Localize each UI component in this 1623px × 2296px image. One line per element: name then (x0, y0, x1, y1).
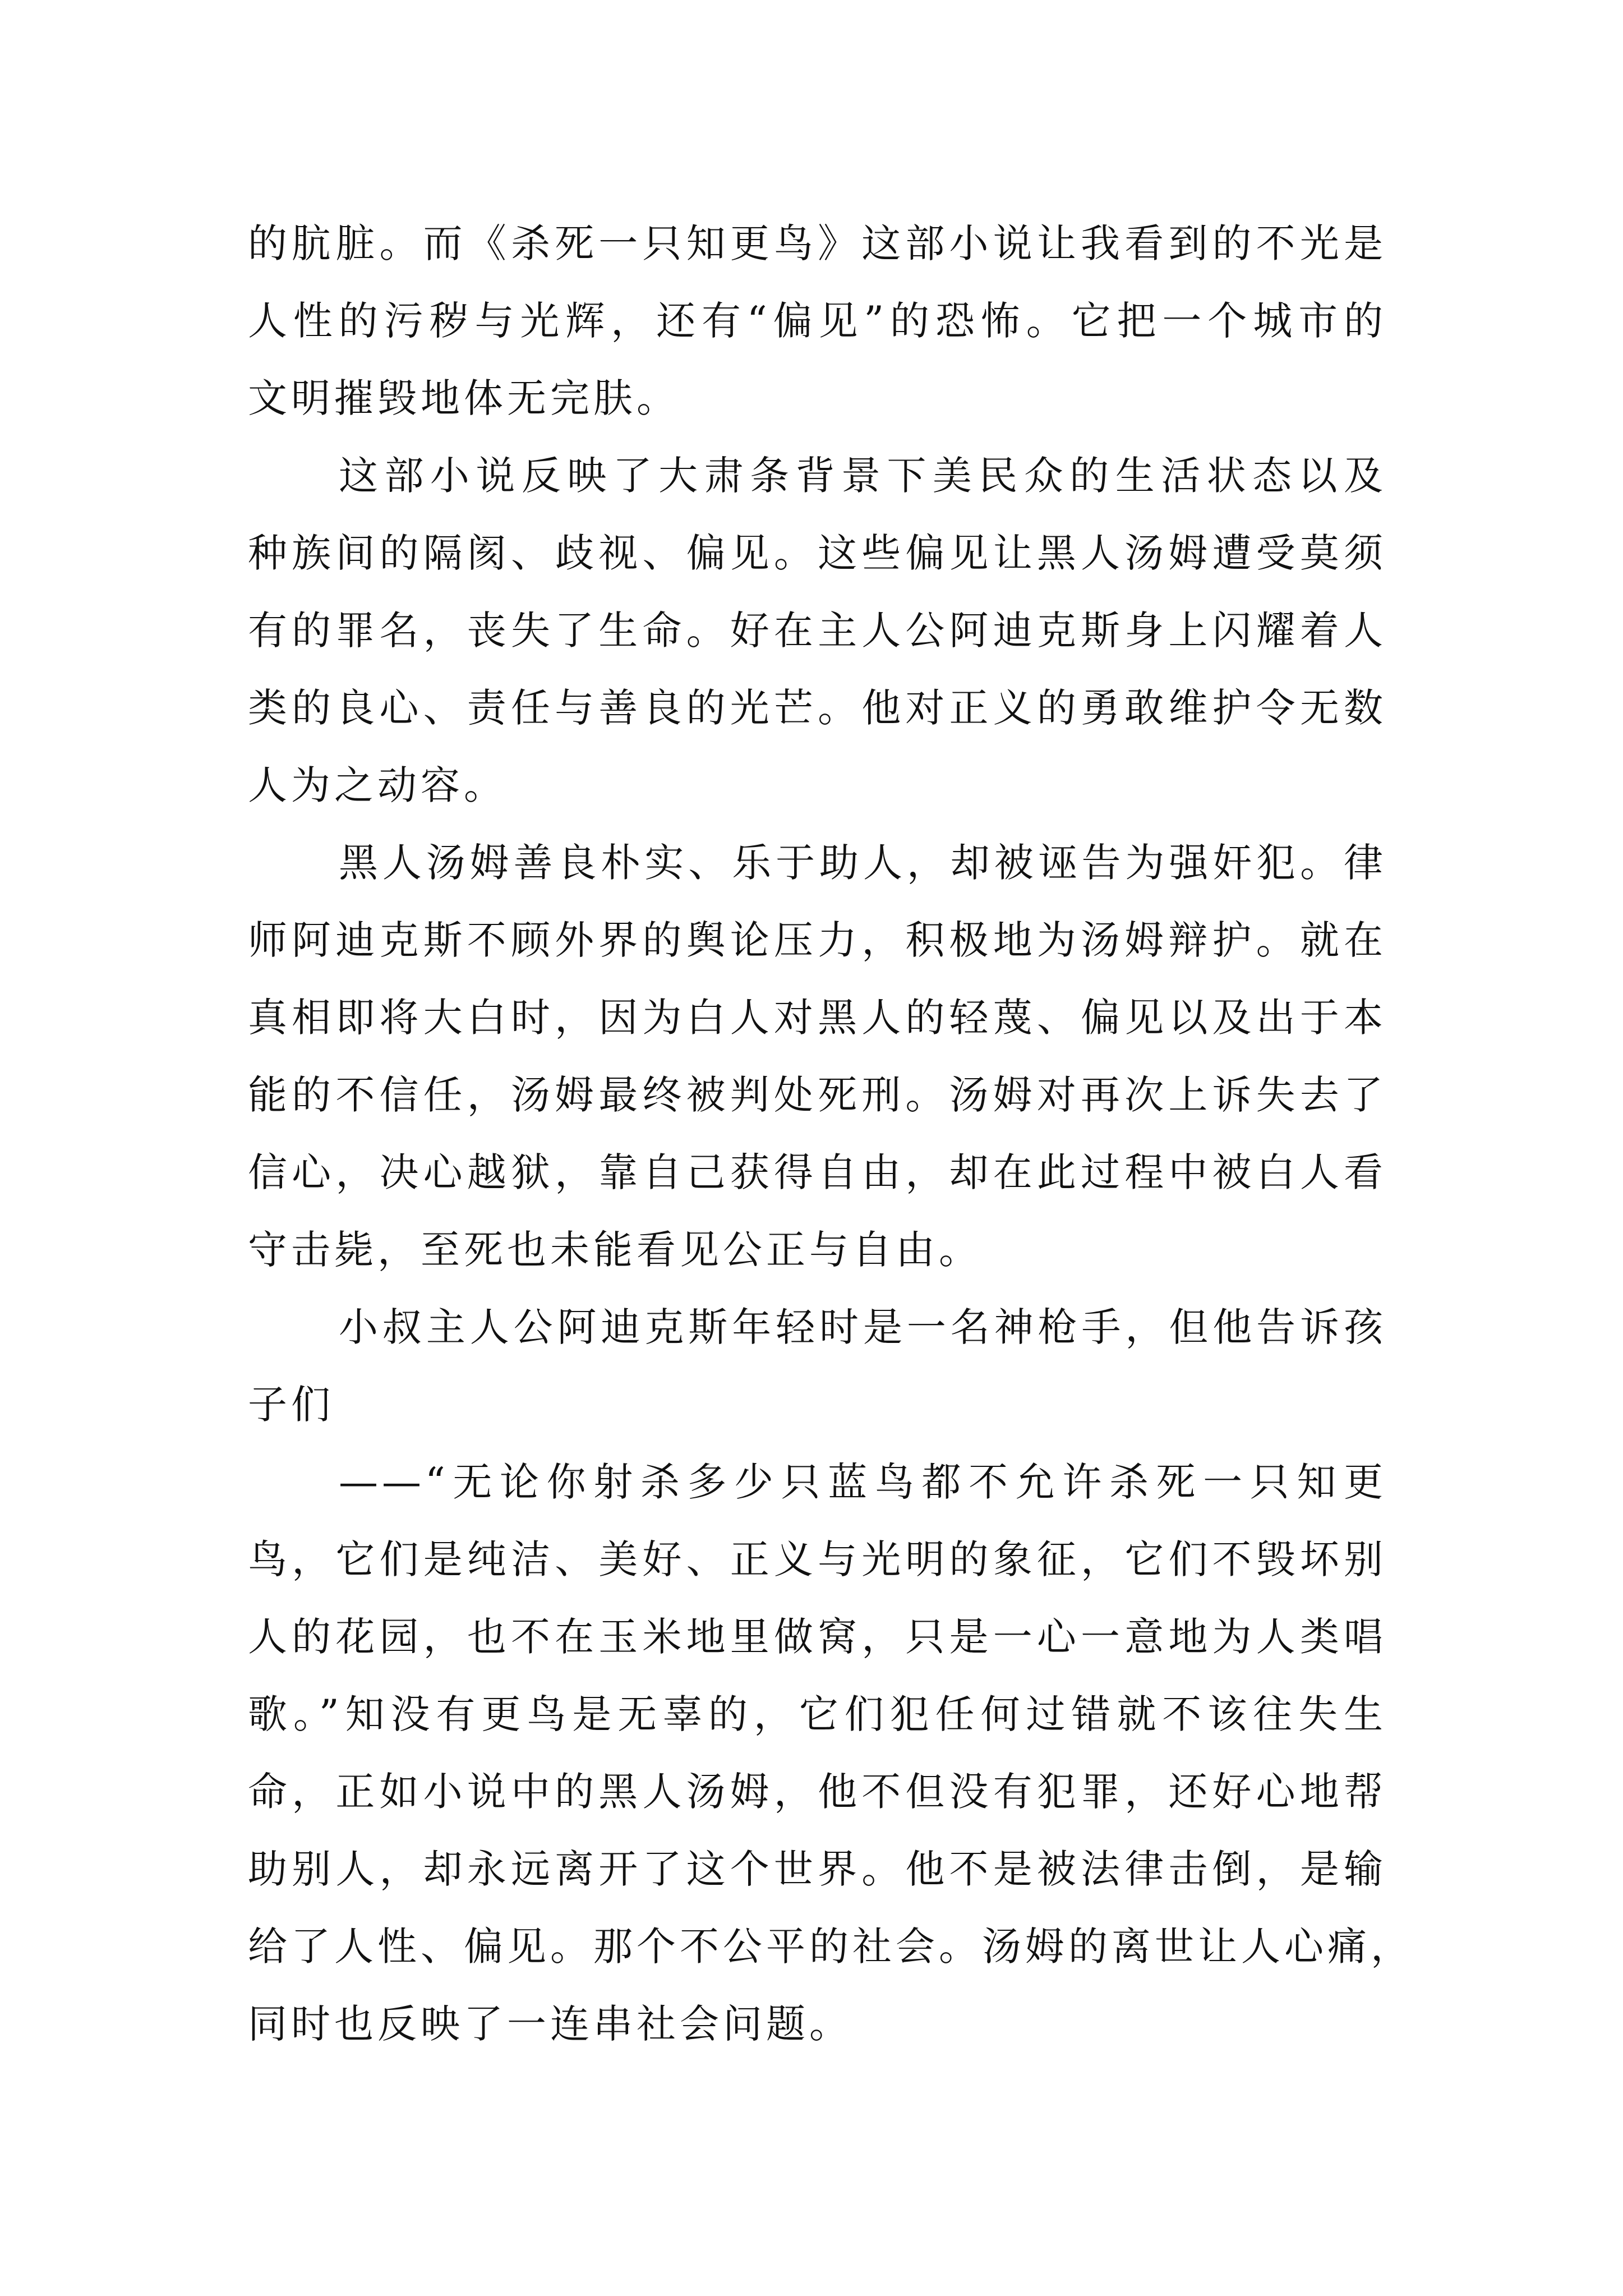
text-line: 黑人汤姆善良朴实、乐于助人，却被诬告为强奸犯。律 (339, 840, 1387, 886)
text-line: 人性的污秽与光辉，还有“偏见”的恐怖。它把一个城市的 (248, 298, 1387, 344)
text-line: 助别人，却永远离开了这个世界。他不是被法律击倒，是输 (248, 1846, 1387, 1892)
text-line: 守击毙，至死也未能看见公正与自由。 (248, 1227, 982, 1273)
paragraph (248, 824, 1387, 1289)
text-line: 类的良心、责任与善良的光芒。他对正义的勇敢维护令无数 (248, 685, 1387, 731)
text-line: 小叔主人公阿迪克斯年轻时是一名神枪手，但他告诉孩 (339, 1304, 1387, 1350)
text-line: 命，正如小说中的黑人汤姆，他不但没有犯罪，还好心地帮 (248, 1769, 1387, 1815)
text-line: 子们 (248, 1382, 334, 1428)
text-line: 文明摧毁地体无完肤。 (248, 375, 680, 421)
text-line: 鸟，它们是纯洁、美好、正义与光明的象征，它们不毁坏别 (248, 1536, 1387, 1582)
text-line: 真相即将大白时，因为白人对黑人的轻蔑、偏见以及出于本 (248, 995, 1387, 1041)
text-line: 有的罪名，丧失了生命。好在主人公阿迪克斯身上闪耀着人 (248, 608, 1387, 654)
text-line: 同时也反映了一连串社会问题。 (248, 2001, 852, 2047)
text-line: ——“无论你射杀多少只蓝鸟都不允许杀死一只知更 (339, 1459, 1387, 1505)
paragraph (248, 1289, 1387, 1443)
text-line: 给了人性、偏见。那个不公平的社会。汤姆的离世让人心痛， (248, 1924, 1414, 1970)
text-line: 师阿迪克斯不顾外界的舆论压力，积极地为汤姆辩护。就在 (248, 917, 1387, 963)
paragraph (248, 1443, 1414, 2063)
text-line: 这部小说反映了大肃条背景下美民众的生活状态以及 (339, 453, 1387, 499)
text-line: 歌。”知没有更鸟是无辜的，它们犯任何过错就不该往失生 (248, 1691, 1387, 1737)
text-line: 信心，决心越狱，靠自己获得自由，却在此过程中被白人看 (248, 1149, 1387, 1195)
body-text (248, 205, 1414, 2063)
text-line: 种族间的隔阂、歧视、偏见。这些偏见让黑人汤姆遭受莫须 (248, 530, 1387, 576)
text-line: 人的花园，也不在玉米地里做窝，只是一心一意地为人类唱 (248, 1614, 1387, 1660)
paragraph (248, 437, 1387, 824)
paragraph-continued (248, 205, 1387, 437)
text-line: 的肮脏。而《杀死一只知更鸟》这部小说让我看到的不光是 (248, 220, 1387, 266)
text-line: 人为之动容。 (248, 762, 507, 808)
text-line: 能的不信任，汤姆最终被判处死刑。汤姆对再次上诉失去了 (248, 1072, 1387, 1118)
